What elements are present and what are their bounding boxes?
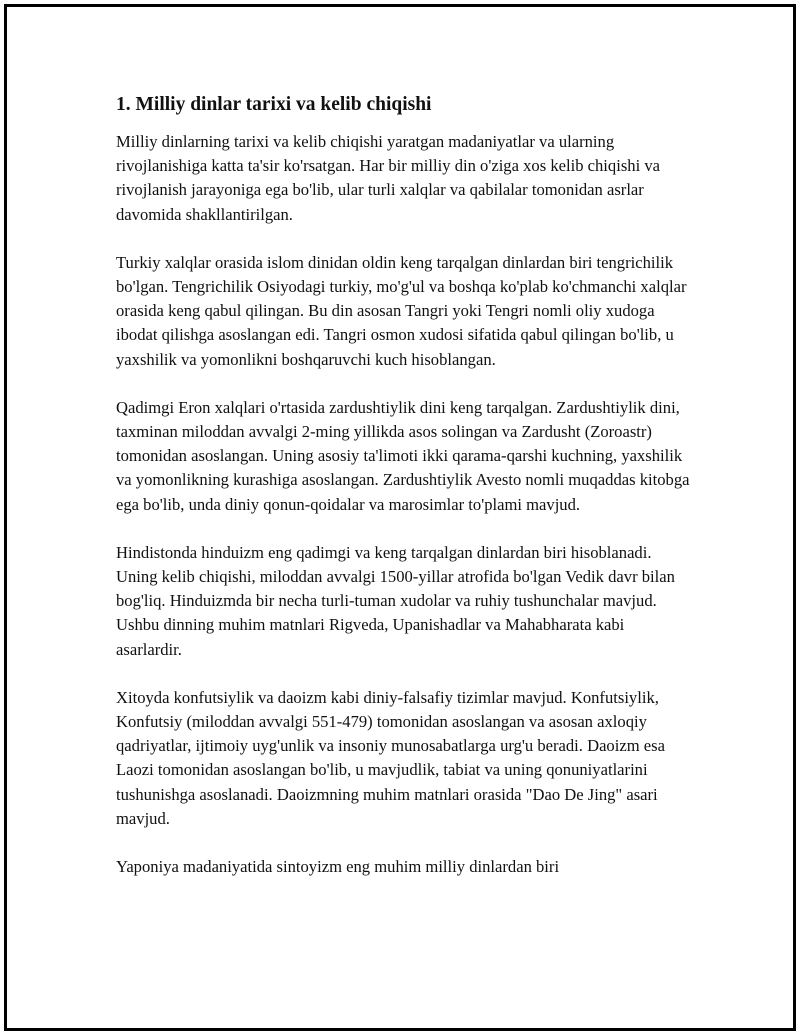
document-body bbox=[116, 92, 691, 903]
paragraph-hinduism: Hindistonda hinduizm eng qadimgi va keng tarqalgan dinlardan biri hisoblanadi. Uning kelib chiqishi, miloddan avvalgi 1500-yillar atrofida bo'lgan Vedik davr bilan bog'liq. Hinduizmda bir necha turli-tuman xudolar va ruhiy tushunchalar mavjud. Ushbu dinning muhim matnlari Rigveda, Upanishadlar va Mahabharata kabi asarlardir. bbox=[116, 542, 675, 659]
paragraph-tengrism: Turkiy xalqlar orasida islom dinidan oldin keng tarqalgan dinlardan biri tengrichilik bo'lgan. Tengrichilik Osiyodagi turkiy, mo'g'ul va boshqa ko'plab ko'chmanchi xalqlar orasida keng qabul qilingan. Bu din asosan Tangri yoki Tengri nomli oliy xudoga ibodat qilishga asoslangan edi. Tangri osmon xudosi sifatida qabul qilingan bo'lib, u yaxshilik va yomonlikni boshqaruvchi kuch hisoblangan. bbox=[116, 252, 687, 369]
paragraph-shinto: Yaponiya madaniyatida sintoyizm eng muhim milliy dinlardan biri bbox=[116, 857, 560, 877]
paragraph-origins: Milliy dinlarning tarixi va kelib chiqishi yaratgan madaniyatlar va ularning rivojlanishiga katta ta'sir ko'rsatgan. Har bir milliy din o'ziga xos kelib chiqishi va rivojlanish jarayoniga ega bo'lib, ular turli xalqlar va qabilalar tomonidan asrlar davomida shakllantirilgan. bbox=[116, 132, 661, 224]
paragraph-zoroastrianism: Qadimgi Eron xalqlari o'rtasida zardushtiylik dini keng tarqalgan. Zardushtiylik dini, taxminan miloddan avvalgi 2-ming yillikda asos solingan va Zardusht (Zoroastr) tomonidan asoslangan. Uning asosiy ta'limoti ikki qarama-qarshi kuchning, yaxshilik va yomonlikning kurashiga asoslangan. Zardushtiylik Avesto nomli muqaddas kitobga ega bo'lib, unda diniy qonun-qoidalar va marosimlar to'plami mavjud. bbox=[116, 397, 690, 514]
paragraph-confucianism-daoism: Xitoyda konfutsiylik va daoizm kabi diniy-falsafiy tizimlar mavjud. Konfutsiylik, Konfutsiy (miloddan avvalgi 551-479) tomonidan asoslangan va asosan axloqiy qadriyatlar, ijtimoiy uyg'unlik va insoniy munosabatlarga urg'u beradi. Daoizm esa Laozi tomonidan asoslangan bo'lib, u mavjudlik, tabiat va uning qonuniyatlarini tushunishga asoslanadi. Daoizmning muhim matnlari orasida "Dao De Jing" asari mavjud. bbox=[116, 687, 665, 828]
section-heading: 1. Milliy dinlar tarixi va kelib chiqishi bbox=[116, 94, 432, 115]
